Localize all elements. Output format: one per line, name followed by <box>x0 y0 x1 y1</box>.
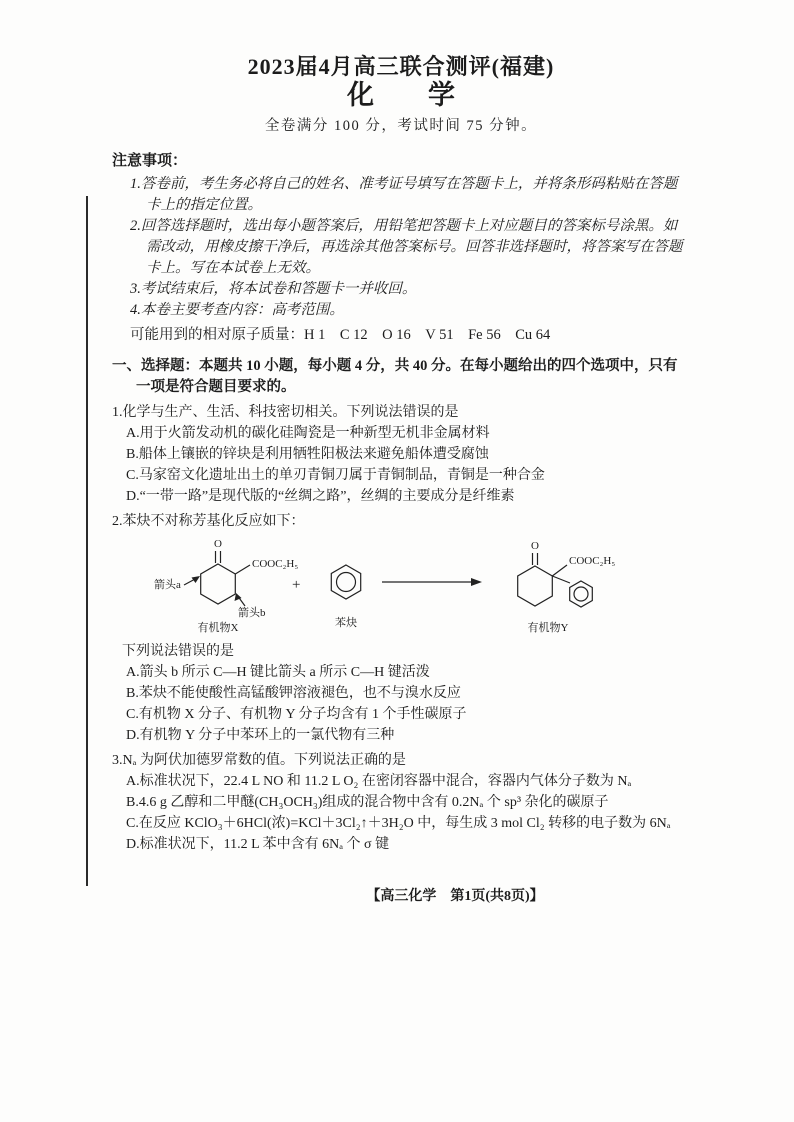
arrow-b-label: 箭头b <box>238 607 266 619</box>
ester-bond-x <box>235 565 250 574</box>
cyclohexane-ring-y <box>518 566 553 606</box>
q2-option-c: C.有机物 X 分子、有机物 Y 分子均含有 1 个手性碳原子 <box>126 707 467 722</box>
organic-x-label: 有机物X <box>197 622 239 634</box>
question-2 <box>112 511 690 746</box>
q1-option-a: A.用于火箭发动机的碳化硅陶瓷是一种新型无机非金属材料 <box>126 426 490 441</box>
phenyl-bond-y <box>552 576 570 583</box>
exam-title: 2023届4月高三联合测评(福建) <box>247 54 555 79</box>
section-heading: 一、选择题：本题共 10 小题，每小题 4 分，共 40 分。在每小题给出的四个选项中，只有一项是符合题目要求的。 <box>112 358 678 395</box>
ester-label-x: COOC₂H₅ <box>252 558 299 570</box>
notice-item-2: 2.回答选择题时，选出每小题答案后，用铅笔把答题卡上对应题目的答案标号涂黑。如需改动，用橡皮擦干净后，再选涂其他答案标号。回答非选择题时，将答案写在答题卡上。写在本试卷上无效。 <box>130 218 683 276</box>
q2-stem: 2.苯炔不对称芳基化反应如下： <box>112 514 305 529</box>
arrow-a-head <box>192 576 201 583</box>
exam-meta: 全卷满分 100 分，考试时间 75 分钟。 <box>264 118 538 134</box>
benzyne-label: 苯炔 <box>335 617 357 629</box>
organic-y-label: 有机物Y <box>527 622 569 634</box>
q3-stem: 3.Nₐ 为阿伏加德罗常数的值。下列说法正确的是 <box>112 753 406 768</box>
oxygen-label-y: O <box>531 540 539 552</box>
benzyne-ring <box>331 565 360 599</box>
benzyne-circle <box>337 573 356 592</box>
arrow-a-label: 箭头a <box>154 579 181 591</box>
atomic-mass-line: 可能用到的相对原子质量：H 1 C 12 O 16 V 51 Fe 56 Cu 64 <box>130 327 551 343</box>
q2-option-d: D.有机物 Y 分子中苯环上的一氯代物有三种 <box>126 728 395 743</box>
phenyl-ring <box>570 581 593 607</box>
q2-option-b: B.苯炔不能使酸性高锰酸钾溶液褪色，也不与溴水反应 <box>126 686 461 701</box>
q1-option-d: D.“一带一路”是现代版的“丝绸之路”，丝绸的主要成分是纤维素 <box>126 489 515 504</box>
cyclohexane-ring-x <box>201 564 236 604</box>
phenyl-circle <box>574 587 588 601</box>
question-1 <box>112 402 690 507</box>
notice-heading: 注意事项： <box>112 153 188 169</box>
q1-option-b: B.船体上镶嵌的锌块是利用牺牲阳极法来避免船体遭受腐蚀 <box>126 447 489 462</box>
question-3 <box>112 750 690 855</box>
page-content <box>112 56 690 855</box>
notice-list <box>130 174 690 321</box>
plus-sign: + <box>292 577 301 593</box>
q3-option-a: A.标准状况下，22.4 L NO 和 11.2 L O₂ 在密闭容器中混合，容器内气体分子数为 Nₐ <box>126 774 632 789</box>
q3-option-c: C.在反应 KClO₃＋6HCl(浓)=KCl＋3Cl₂↑＋3H₂O 中，每生成 3 mol Cl₂ 转移的电子数为 6Nₐ <box>126 816 671 831</box>
notice-item-3: 3.考试结束后，将本试卷和答题卡一并收回。 <box>130 281 417 297</box>
q1-option-c: C.马家窑文化遗址出土的单刃青铜刀属于青铜制品，青铜是一种合金 <box>126 468 545 483</box>
q3-option-d: D.标准状况下，11.2 L 苯中含有 6Nₐ 个 σ 键 <box>126 837 390 852</box>
notice-item-1: 1.答卷前，考生务必将自己的姓名、准考证号填写在答题卡上，并将条形码粘贴在答题卡上的指定位置。 <box>130 176 678 213</box>
left-margin-rule <box>86 196 88 886</box>
benzyne-structure <box>331 565 360 599</box>
subject-title: 化 学 <box>347 80 455 110</box>
q2-option-a: A.箭头 b 所示 C—H 键比箭头 a 所示 C—H 键活泼 <box>126 665 430 680</box>
page-footer: 【高三化学 第1页(共8页)】 <box>366 889 544 904</box>
ester-bond-y <box>552 565 567 576</box>
reaction-diagram-wrap <box>150 534 690 641</box>
oxygen-label-x: O <box>214 538 222 550</box>
reaction-arrow-head <box>471 578 482 586</box>
q1-stem: 1.化学与生产、生活、科技密切相关。下列说法错误的是 <box>112 405 459 420</box>
q3-option-b: B.4.6 g 乙醇和二甲醚(CH₃OCH₃)组成的混合物中含有 0.2Nₐ 个 sp³ 杂化的碳原子 <box>126 795 609 810</box>
notice-item-4: 4.本卷主要考查内容：高考范围。 <box>130 302 344 318</box>
ester-label-y: COOC₂H₅ <box>569 555 616 567</box>
q2-follow: 下列说法错误的是 <box>122 644 234 659</box>
reaction-diagram <box>150 534 650 634</box>
